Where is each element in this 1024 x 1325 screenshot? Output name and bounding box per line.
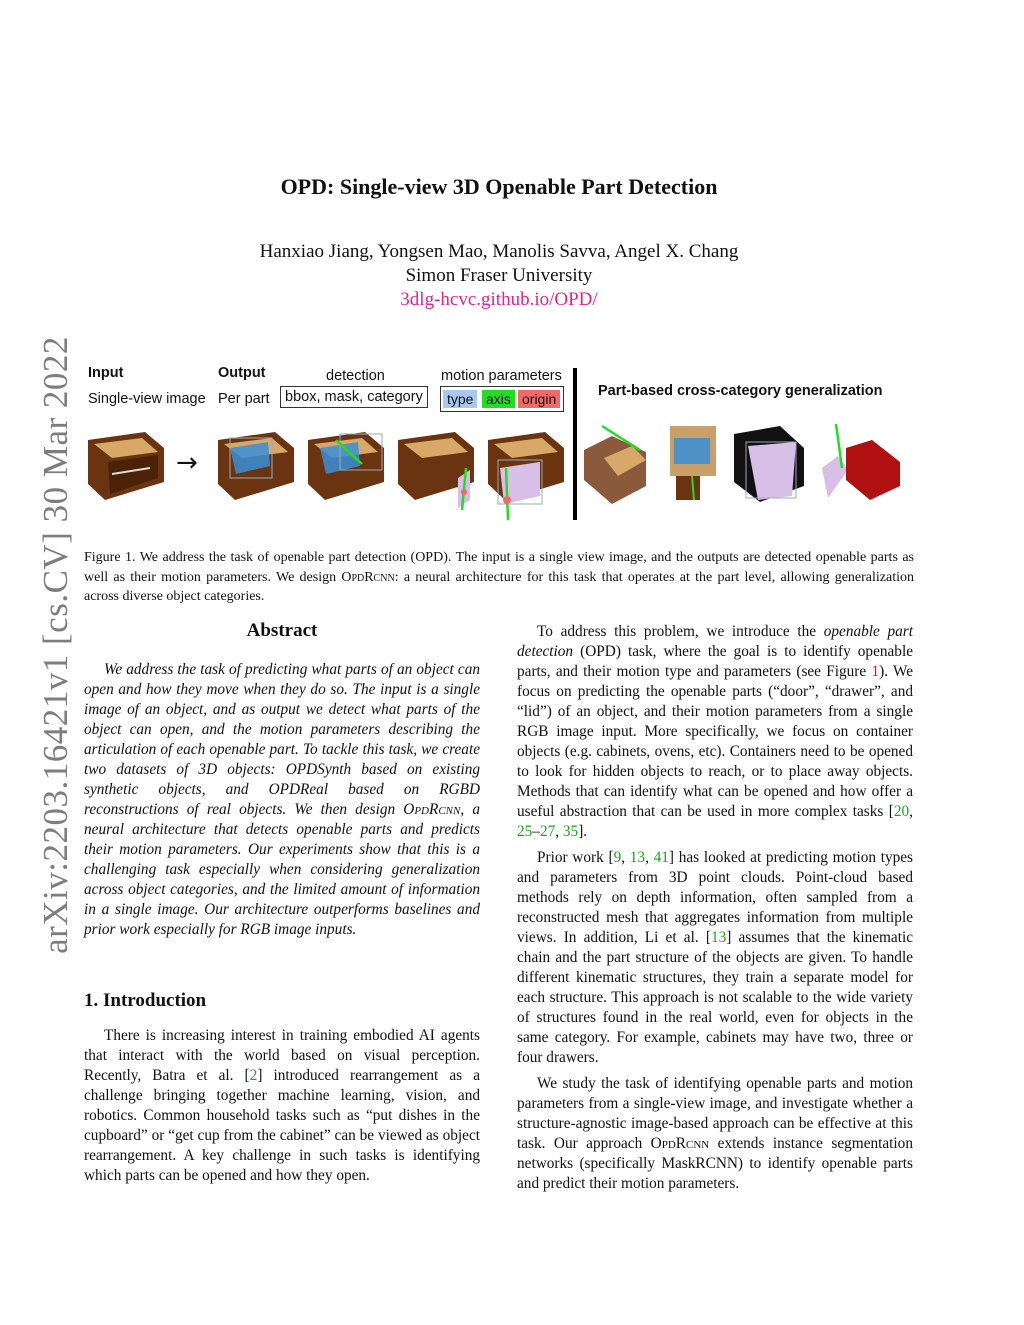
abstract-text-1: We address the task of predicting what parts of an object can open and how they move when they do so. The input is a single image of an object, and as output we detect what parts of the object can open, and the motion parameters describing the articulation of each openable part. To tackle this task, we create two datasets of 3D objects: OPDSynth based on existing synthetic objects, and OPDReal based on RGBD reconstructions of real objects. We then design [84, 661, 480, 818]
introduction-heading: 1. Introduction [84, 990, 207, 1011]
caption-label: Figure 1. [84, 550, 136, 565]
axis-chip: axis [482, 390, 515, 408]
intro-text-2: ] introduced rearrangement as a challenge bringing together machine learning, vision, and robotics. Common household tasks such as “put dishes in the cupboard” or “get cup from the cabinet” can be viewed as object rearrangement. A key challenge in such tasks is identifying which parts can be opened and how they open. [84, 1067, 480, 1184]
generalization-label: Part-based cross-category generalization [598, 383, 883, 399]
generalization-box-object [584, 426, 646, 504]
arrow-icon: → [176, 448, 198, 478]
intro-text-1: There is increasing interest in training embodied AI agents that interact with the world based on visual perception. Recently, Batra et al. [ [84, 1027, 480, 1084]
left-column [84, 620, 480, 1186]
cabinet-output-origin [488, 432, 564, 520]
abstract-heading: Abstract [246, 620, 318, 641]
figure-caption [84, 548, 914, 607]
citation-41[interactable]: 41 [653, 849, 669, 866]
output-label: Output [218, 365, 266, 381]
right-p1-text-d: ]. [578, 823, 588, 840]
generalization-washer-object [670, 426, 716, 500]
right-p1-text-c: ). We focus on predicting the openable parts (“door”, “drawer”, and “lid”) of an object, and their motion parameters from a single RGB image input. More specifically, we focus on container objects (e.g. cabinets, ovens, etc). Containers need to be opened to look for hidden objects to reach, or to place away objects. Methods that can identify what can be opened and how offer a useful abstraction that can be used in more complex tasks [ [517, 663, 913, 820]
motion-box [440, 386, 564, 412]
caption-text-1: We address the task of openable part detection (OPD). The input is a single view image, and the outputs are detected openable parts as well as their motion parameters. We design [84, 550, 915, 585]
origin-chip: origin [518, 390, 560, 408]
generalization-chest-object [822, 424, 900, 500]
detection-box: bbox, mask, category [280, 386, 428, 408]
citation-2[interactable]: 2 [249, 1067, 258, 1084]
cabinet-input-image [88, 432, 164, 500]
citation-separator: , [555, 823, 563, 840]
citation-separator: , [909, 803, 913, 820]
project-link[interactable] [0, 289, 998, 311]
abstract-text-2: , a neural architecture that detects openable parts and predicts their motion parameters. Our experiments show that this is a challenging task especially when considering generalization across object categories, and the limited amount of information in a single image. Our architecture outperforms baselines and prior work especially for RGB image inputs. [84, 801, 480, 938]
citation-9[interactable]: 9 [613, 849, 622, 866]
right-p3-text-b: extends instance segmentation networks (specifically MaskRCNN) to identify openable parts and predict their motion parameters. [517, 1135, 913, 1192]
caption-model-name: OpdRcnn [341, 569, 395, 585]
citation-25[interactable]: 25 [517, 823, 533, 840]
citation-20[interactable]: 20 [893, 803, 910, 820]
detection-label: detection [326, 368, 385, 384]
right-p2-text-c: ] assumes that the kinematic chain and the part structure of the objects are given. To handle different kinematic structures, they train a separate model for each structure. This approach is not scalable to the wide variety of structures found in the real world, even for objects in the same category. For example, cabinets may have two, three or four drawers. [517, 929, 913, 1066]
citation-27[interactable]: 27 [539, 823, 556, 840]
right-p2-text-a: Prior work [ [537, 849, 614, 866]
motion-parameters-label: motion parameters [441, 368, 562, 384]
right-column [517, 622, 913, 1194]
input-label: Input [88, 365, 124, 381]
abstract-body [84, 660, 480, 940]
right-p3-text-a: We study the task of identifying openable parts and motion parameters from a single-view image, and investigate whether a structure-agnostic image-based approach can be effective at this task. Our approach [517, 1075, 913, 1152]
per-part-label: Per part [218, 391, 270, 407]
citation-separator: , [645, 849, 654, 866]
citation-dash: – [532, 823, 540, 840]
arxiv-stamp: arXiv:2203.16421v1 [cs.CV] 30 Mar 2022 [36, 336, 75, 954]
figure-divider [573, 368, 577, 520]
cabinet-output-axis [308, 432, 384, 500]
single-view-label: Single-view image [88, 391, 206, 407]
generalization-oven-object [734, 426, 804, 502]
citation-13-second[interactable]: 13 [710, 929, 727, 946]
type-chip: type [443, 390, 477, 408]
project-link-text[interactable]: 3dlg-hcvc.github.io/OPD/ [400, 289, 598, 310]
right-model-name: OpdRcnn [650, 1135, 710, 1152]
introduction-paragraph [84, 1026, 480, 1186]
figure-1-ref[interactable]: 1 [871, 663, 880, 680]
cabinet-output-door [398, 432, 474, 510]
right-p2-text-b: ] has looked at predicting motion types and parameters from 3D point clouds. Point-cloud based methods rely on depth information, often sampled from a reconstructed mesh that aggregates information from multiple views. In addition, Li et al. [ [517, 849, 913, 946]
right-paragraph-1 [517, 622, 913, 842]
citation-35[interactable]: 35 [562, 823, 579, 840]
citation-13[interactable]: 13 [629, 849, 646, 866]
cabinet-output-detection [218, 432, 294, 500]
right-paragraph-2 [517, 848, 913, 1068]
right-p1-emphasis: openable part detection [517, 623, 913, 660]
abstract-model-name: OpdRcnn [403, 801, 461, 818]
authors: Hanxiao Jiang, Yongsen Mao, Manolis Savva, Angel X. Chang [259, 241, 739, 262]
right-p1-text-a: To address this problem, we introduce the [537, 623, 824, 640]
paper-title: OPD: Single-view 3D Openable Part Detection [280, 174, 718, 199]
affiliation: Simon Fraser University [405, 265, 593, 286]
citation-separator: , [621, 849, 630, 866]
right-paragraph-3 [517, 1074, 913, 1194]
caption-text-2: : a neural architecture for this task that operates at the part level, allowing generalization across diverse object categories. [84, 569, 914, 604]
right-p1-text-b: (OPD) task, where the goal is to identify openable parts, and their motion type and parameters (see Figure [517, 643, 913, 680]
